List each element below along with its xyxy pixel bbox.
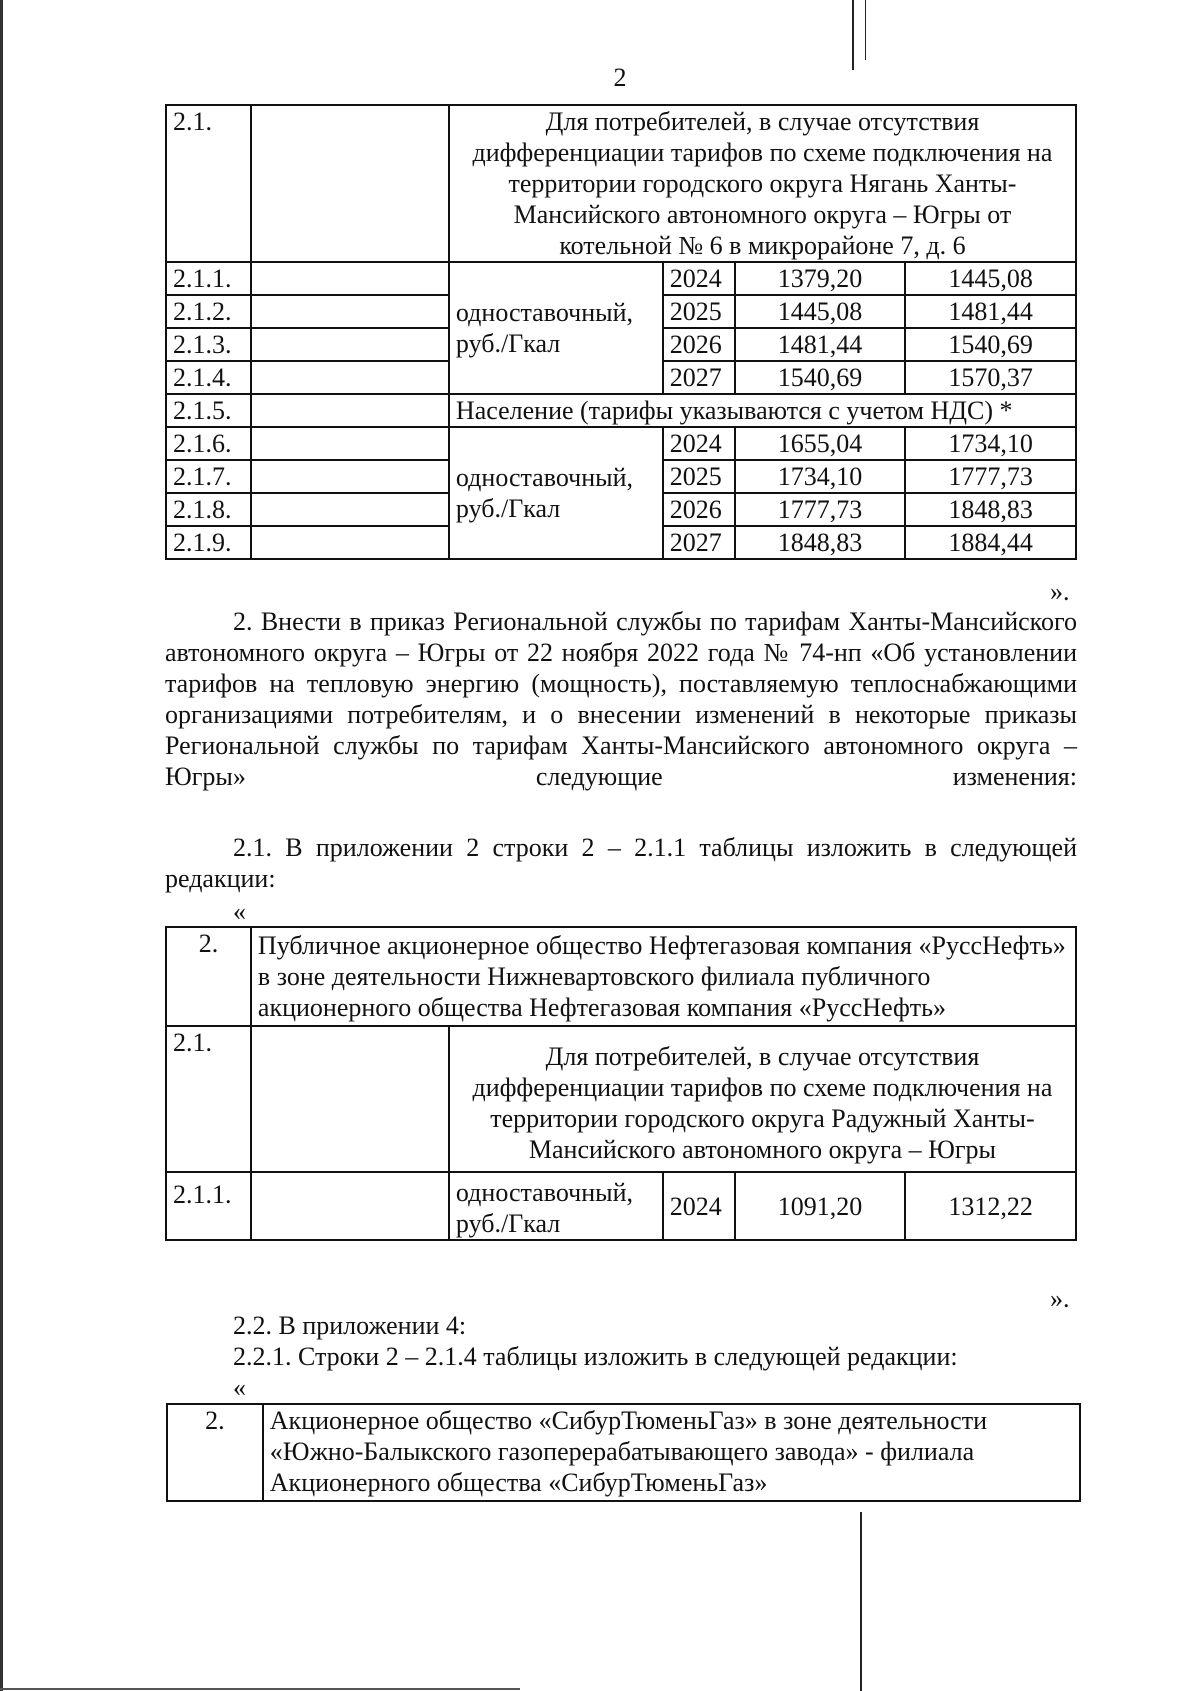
tariff-table-sibur xyxy=(166,1403,1081,1502)
row-number: 2.1.5. xyxy=(166,394,251,427)
tariff-value-h1: 1777,73 xyxy=(735,493,906,526)
paragraph-2-1: 2.1. В приложении 2 строки 2 – 2.1.1 таблицы изложить в следующей редакции: xyxy=(165,833,1077,893)
tariff-value-h1: 1734,10 xyxy=(735,460,906,493)
paragraph-2-2: 2.2. В приложении 4: xyxy=(233,1311,467,1340)
row-number: 2.1.6. xyxy=(166,427,251,460)
table-row xyxy=(166,1172,1076,1240)
year-cell: 2024 xyxy=(663,1172,735,1240)
year-cell: 2027 xyxy=(663,526,735,559)
opening-quote: « xyxy=(233,1373,246,1402)
table-row xyxy=(166,105,1076,262)
page-number: 2 xyxy=(613,63,627,92)
table-row xyxy=(166,427,1076,460)
opening-quote: « xyxy=(233,897,246,926)
consumer-group-header: Для потребителей, в случае отсутствия дифференциации тарифов по схеме подключения на территории городского округа Радужный Ханты-Мансийского автономного округа – Югры xyxy=(449,1026,1076,1172)
row-number: 2. xyxy=(166,927,251,1026)
tariff-value-h2: 1312,22 xyxy=(905,1172,1076,1240)
organization-name: Акционерное общество «СибурТюменьГаз» в зоне деятельности «Южно-Балыкского газоперерабатывающего завода» - филиала Акционерного общества «СибурТюменьГаз» xyxy=(263,1404,1080,1501)
tariff-value-h2: 1445,08 xyxy=(905,262,1076,295)
row-number: 2.1. xyxy=(166,1026,251,1172)
rate-type-label: одноставочный, руб./Гкал xyxy=(449,1172,663,1240)
row-number: 2.1.8. xyxy=(166,493,251,526)
tariff-value-h2: 1570,37 xyxy=(905,361,1076,394)
year-cell: 2027 xyxy=(663,361,735,394)
tariff-table-nyagan xyxy=(165,104,1077,560)
closing-quote: ». xyxy=(1050,1284,1070,1313)
rate-type-label: одноставочный, руб./Гкал xyxy=(449,427,663,559)
table-row xyxy=(166,262,1076,295)
row-number: 2. xyxy=(167,1404,263,1501)
closing-quote: ». xyxy=(1050,577,1070,606)
tariff-value-h1: 1379,20 xyxy=(735,262,906,295)
scan-edge xyxy=(0,1688,520,1690)
row-number: 2.1.2. xyxy=(166,295,251,328)
year-cell: 2025 xyxy=(663,460,735,493)
scan-artifact xyxy=(860,1512,862,1691)
population-header: Население (тарифы указываются с учетом НДС) * xyxy=(449,394,1076,427)
tariff-value-h2: 1848,83 xyxy=(905,493,1076,526)
row-number: 2.1. xyxy=(166,105,251,262)
tariff-value-h2: 1884,44 xyxy=(905,526,1076,559)
paragraph-2: 2. Внести в приказ Региональной службы по тарифам Ханты-Мансийского автономного округа – Югры от 22 ноября 2022 года № 74-нп «Об установлении тарифов на тепловую энергию (мощность), поставляемую теплоснабжающими организациями потребителям, и о внесении изменений в некоторые приказы Региональной службы по тарифам Ханты-Мансийского автономного округа – Югры» следующие изменения: xyxy=(165,607,1077,791)
tariff-value-h1: 1540,69 xyxy=(735,361,906,394)
year-cell: 2024 xyxy=(663,427,735,460)
organization-name: Публичное акционерное общество Нефтегазовая компания «РуссНефть» в зоне деятельности Нижневартовского филиала публичного акционерного общества Нефтегазовая компания «РуссНефть» xyxy=(251,927,1076,1026)
tariff-value-h2: 1777,73 xyxy=(905,460,1076,493)
consumer-group-header: Для потребителей, в случае отсутствия дифференциации тарифов по схеме подключения на территории городского округа Нягань Ханты-Мансийского автономного округа – Югры от котельной № 6 в микрорайоне 7, д. 6 xyxy=(449,105,1076,262)
row-number: 2.1.3. xyxy=(166,328,251,361)
tariff-value-h1: 1091,20 xyxy=(735,1172,906,1240)
scan-artifact xyxy=(865,0,866,60)
scan-edge xyxy=(0,0,3,1691)
table-row xyxy=(167,1404,1080,1501)
year-cell: 2026 xyxy=(663,493,735,526)
tariff-value-h1: 1445,08 xyxy=(735,295,906,328)
row-number: 2.1.9. xyxy=(166,526,251,559)
tariff-table-raduzhny xyxy=(165,926,1077,1241)
row-number: 2.1.1. xyxy=(166,262,251,295)
paragraph-2-2-1: 2.2.1. Строки 2 – 2.1.4 таблицы изложить в следующей редакции: xyxy=(233,1342,958,1371)
year-cell: 2026 xyxy=(663,328,735,361)
rate-type-label: одноставочный, руб./Гкал xyxy=(449,262,663,394)
tariff-value-h2: 1481,44 xyxy=(905,295,1076,328)
tariff-value-h1: 1481,44 xyxy=(735,328,906,361)
row-number: 2.1.1. xyxy=(166,1172,251,1240)
year-cell: 2024 xyxy=(663,262,735,295)
row-number: 2.1.7. xyxy=(166,460,251,493)
row-number: 2.1.4. xyxy=(166,361,251,394)
table-row xyxy=(166,927,1076,1026)
tariff-value-h2: 1540,69 xyxy=(905,328,1076,361)
year-cell: 2025 xyxy=(663,295,735,328)
tariff-value-h2: 1734,10 xyxy=(905,427,1076,460)
table-row xyxy=(166,394,1076,427)
table-row xyxy=(166,1026,1076,1172)
scan-artifact xyxy=(852,0,854,70)
tariff-value-h1: 1848,83 xyxy=(735,526,906,559)
tariff-value-h1: 1655,04 xyxy=(735,427,906,460)
